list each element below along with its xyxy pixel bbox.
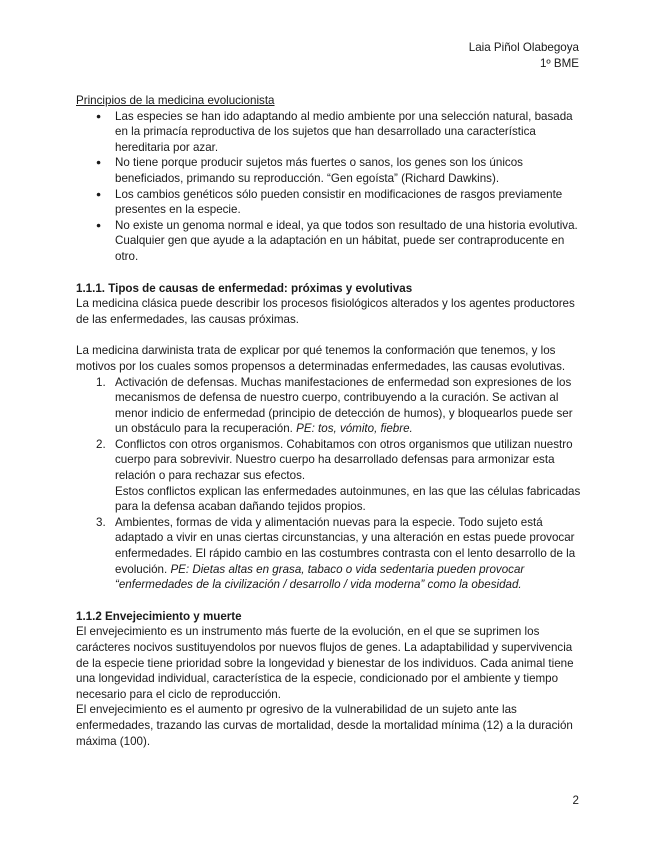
section-title: Principios de la medicina evolucionista [76, 94, 275, 107]
page-number: 2 [572, 794, 579, 807]
item-example: PE: Dietas altas en grasa, tabaco o vida sedentaria pueden provocar “enfermedades de la civilización / desarrollo / vida moderna” como la obesidad. [115, 562, 525, 592]
paragraph: El envejecimiento es un instrumento más fuerte de la evolución, en el que se suprimen los carácteres nocivos sustituyendolos por nuevos flujos de genes. La adaptabilidad y supervivencia de la especie tiene prioridad sobre la longevidad y bienestar de los individuos. Cada animal tiene una longevidad individual, característica de la especie, condicionado por el ambiente y tiempo necesario para el ciclo de reproducción. [76, 625, 574, 701]
author-name: Laia Piñol Olabegoya [468, 41, 579, 54]
course-label: 1º BME [539, 56, 579, 70]
paragraph: La medicina darwinista trata de explicar por qué tenemos la conformación que tenemos, y los motivos por los cuales somos propensos a determinadas enfermedades, las causas evolutivas. [76, 344, 566, 373]
list-number: 1. [96, 375, 106, 389]
list-item [96, 375, 582, 437]
item-text: Conflictos con otros organismos. Cohabitamos con otros organismos que utilizan nuestro cuerpo para sobrevivir. Nuestro cuerpo ha desarrollado defensas para armonizar esta relación o para rechazar sus efectos. [115, 437, 573, 483]
principles-list [76, 109, 582, 265]
list-number: 3. [96, 515, 106, 529]
item-example: PE: tos, vómito, fiebre. [296, 422, 413, 436]
page-header [469, 40, 579, 71]
causes-heading: 1.1.1. Tipos de causas de enfermedad: próximas y evolutivas [76, 281, 413, 295]
list-item: ● Los cambios genéticos sólo pueden consistir en modificaciones de rasgos previamente presentes en la especie. [115, 187, 582, 218]
item-extra: Estos conflictos explican las enfermedades autoinmunes, en las que las células fabricadas para la defensa acaban dañando tejidos propios. [115, 484, 581, 514]
aging-heading: 1.1.2 Envejecimiento y muerte [76, 609, 242, 623]
list-item [96, 437, 582, 515]
causes-list [76, 375, 582, 593]
paragraph: El envejecimiento es el aumento pr ogresivo de la vulnerabilidad de un sujeto ante las enfermedades, trazando las curvas de mortalidad, desde la mortalidad mínima (12) a la duración máxima (100). [76, 703, 573, 748]
document-body [76, 93, 582, 749]
paragraph: La medicina clásica puede describir los procesos fisiológicos alterados y los agentes productores de las enfermedades, las causas próximas. [76, 297, 575, 326]
list-number: 2. [96, 437, 106, 451]
item-text: Activación de defensas. Muchas manifestaciones de enfermedad son expresiones de los mecanismos de defensa de nuestro cuerpo, contribuyendo a la curación. Se activan al menor indicio de enfermedad (principio de detección de humos), y bloquearlos puede ser un obstáculo para la recuperación. [115, 375, 573, 436]
list-item: ● No tiene porque producir sujetos más fuertes o sanos, los genes son los únicos beneficiados, primando su reproducción. “Gen egoísta” (Richard Dawkins). [115, 155, 582, 186]
list-item: ● No existe un genoma normal e ideal, ya que todos son resultado de una historia evolutiva. Cualquier gen que ayude a la adaptación en un hábitat, puede ser contraproducente en otro. [115, 218, 582, 265]
item-text: Ambientes, formas de vida y alimentación nuevas para la especie. Todo sujeto está adaptado a vivir en unas ciertas circunstancias, y una alteración en estas puede provocar enfermedades. El rápido cambio en las costumbres contrasta con el lento desarrollo de la evolución. [115, 515, 576, 576]
list-item: ● Las especies se han ido adaptando al medio ambiente por una selección natural, basada en la primacía reproductiva de los sujetos que han desarrollado una característica hereditaria por azar. [115, 109, 582, 156]
list-item [96, 515, 582, 593]
